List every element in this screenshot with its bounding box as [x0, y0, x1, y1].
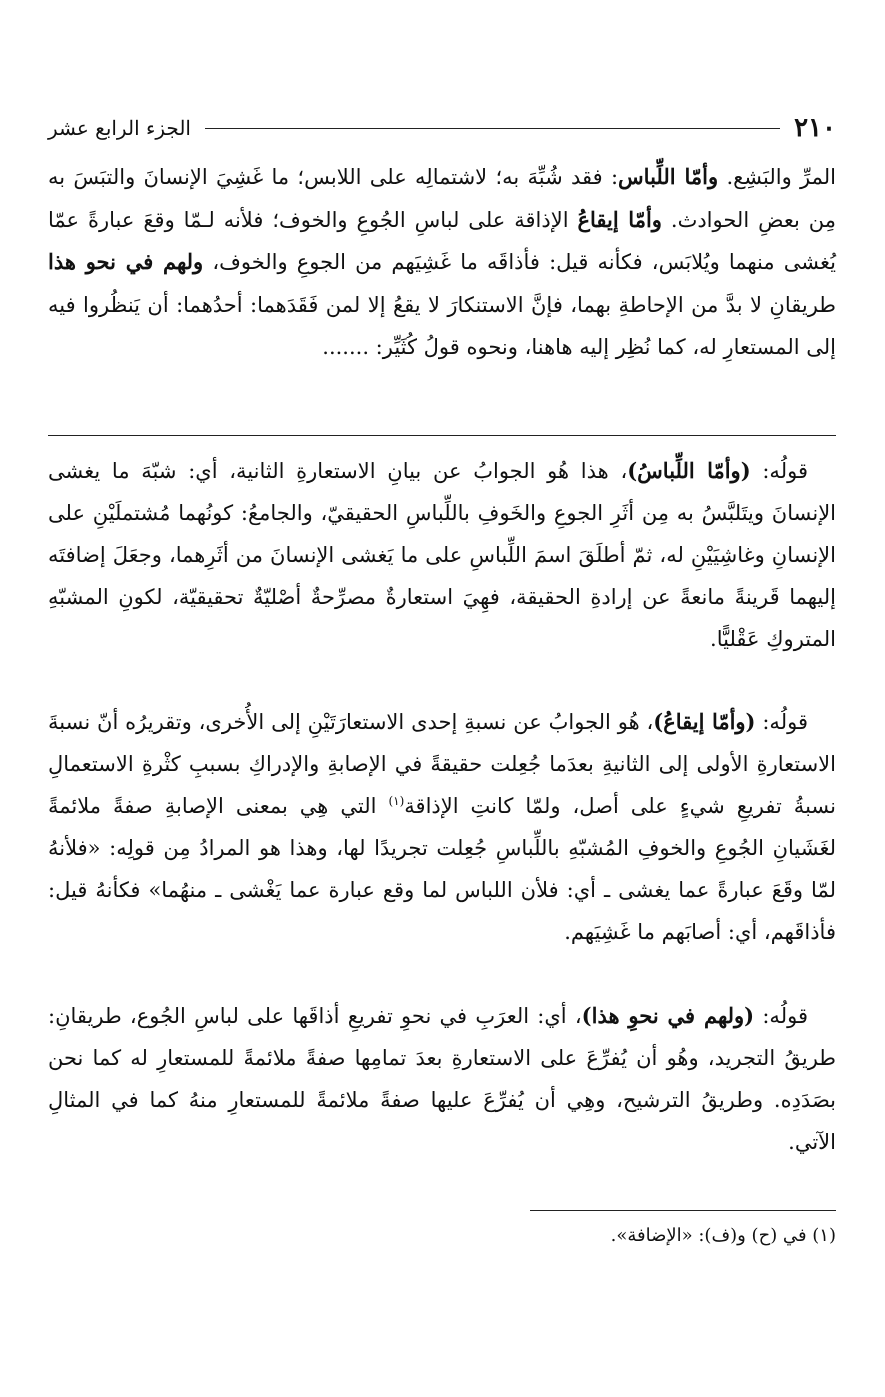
commentary-lead: قولُه:	[762, 710, 808, 734]
header-rule	[205, 128, 780, 129]
main-text-segment: الإذاقة على لباسِ الجُوعِ والخوف؛ فلأنه لـمّا وقعَ عبارةً عمّا يُغشى منهما ويُلابَس، فكأنه قيل: فأذاقَه ما غَشِيَهم من الجوعِ والخوف،	[48, 207, 836, 274]
main-text-keyword: ولهم في نحو هذا	[48, 249, 204, 274]
main-text	[48, 156, 836, 369]
commentary-quote: (وأمّا اللِّباسُ)	[627, 458, 751, 483]
text-separator-rule	[48, 435, 836, 436]
page-number: ٢١٠	[794, 113, 836, 143]
main-text-segment: طريقانِ لا بدَّ من الإحاطةِ بهما، فإنَّ الاستنكارَ لا يقعُ إلا لمن فَقَدَهما: أحدُهما: أن يَنظُروا فيه إلى المستعارِ له، كما نُظِر إليه هاهنا، ونحوه قولُ كُثَيِّر: .......	[48, 292, 836, 359]
footnote-marker: (١)	[388, 794, 405, 808]
commentary-quote: (ولهم في نحوِ هذا)	[581, 1003, 755, 1028]
footnote-rule	[530, 1210, 836, 1211]
running-header	[48, 108, 836, 148]
commentary-paragraph	[48, 450, 836, 660]
main-text-keyword: وأمّا إيقاعُ	[577, 206, 662, 232]
book-part-title: الجزء الرابع عشر	[48, 116, 191, 140]
commentary-paragraph	[48, 701, 836, 953]
commentary-lead: قولُه:	[762, 1004, 808, 1028]
main-text-segment: المرِّ والبَشِع.	[726, 165, 836, 189]
main-text-segment: : فقد شُبِّهَ به؛ لاشتمالِه على اللابس؛ ما غَشِيَ الإنسانَ والتبَسَ به مِن بعضِ الحوادث.	[48, 165, 836, 232]
commentary-text: ، هُو الجوابُ عن نسبةِ إحدى الاستعارَتَيْنِ إلى الأُخرى، وتقريرُه أنّ نسبةَ الاستعارةِ الأولى إلى الثانيةِ بعدَما جُعِلت حقيقةً في الإصابةِ والإدراكِ بسببِ كثْرةِ الاستعمالِ نسبةُ تفريعِ شيءٍ على أصل، ولمّا كانتِ الإذاقة	[48, 710, 836, 818]
commentary-text: ، أي: العرَبِ في نحوِ تفريعِ أذاقَها على لباسِ الجُوع، طريقانِ: طريقُ التجريد، وهُو أن يُفرِّعَ على الاستعارةِ بعدَ تمامِها صفةً ملائمةً للمستعارِ له كما نحن بصَدَدِه. وطريقُ الترشيح، وهِي أن يُفرِّعَ عليها صفةً ملائمةً للمستعارِ منهُ كما في المثالِ الآتي.	[48, 1004, 836, 1154]
main-text-keyword: وأمّا اللِّباس	[618, 164, 719, 189]
footnote: (١) في (ح) و(ف): «الإضافة».	[610, 1225, 836, 1246]
commentary-text: ، هذا هُو الجوابُ عن بيانِ الاستعارةِ الثانية، أي: شبّهَ ما يغشى الإنسانَ ويتَلبَّسُ به مِن أثَرِ الجوعِ والخَوفِ باللِّباسِ الحقيقيّ، والجامعُ: كونُهما مُشتملَيْنِ على الإنسانِ وغاشِيَيْنِ له، ثمّ أطلَقَ اسمَ اللِّباسِ على ما يَغشى الإنسانَ من أثَرِهما، وجعَلَ إضافتَه إليهما قَرينةً مانعةً عن إرادةِ الحقيقة، فهِيَ استعارةٌ مصرِّحةٌ أصْليّةٌ تحقيقيّة، لكونِ المشبّهِ المتروكِ عَقْليًّا.	[48, 459, 836, 651]
commentary-quote: (وأمّا إيقاعُ)	[653, 709, 756, 734]
commentary-lead: قولُه:	[762, 459, 808, 483]
commentary-paragraph	[48, 995, 836, 1163]
commentary-text: التي هِي بمعنى الإصابةِ صفةً ملائمةً لغَشَيانِ الجُوعِ والخوفِ المُشبّهِ باللِّباسِ جُعِلت تجريدًا لها، وهذا هو المرادُ مِن قولِه: «فلأنهُ لمّا وقَعَ عبارةً عما يغشى ـ أي: فلأن اللباس لما وقع عبارة عما يَغْشى ـ منهُما» فكأنهُ قيل: فأذاقَهم، أي: أصابَهم ما غَشِيَهم.	[48, 794, 836, 944]
